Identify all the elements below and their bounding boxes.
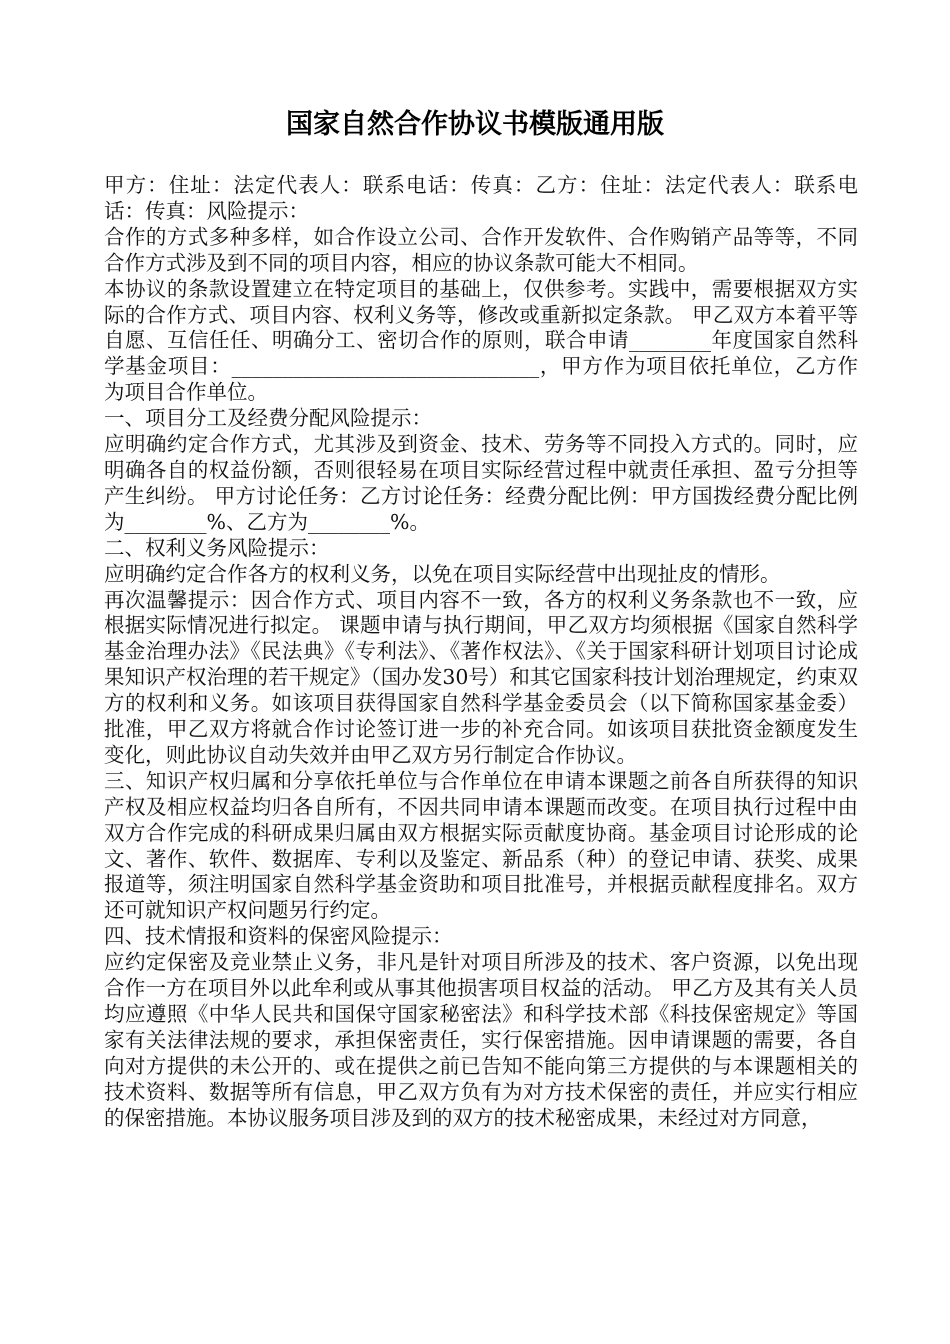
paragraph-section-2: 应明确约定合作各方的权利义务，以免在项目实际经营中出现扯皮的情形。 [104, 561, 781, 586]
paragraph-section-1: 应明确约定合作方式，尤其涉及到资金、技术、劳务等不同投入方式的。同时，应明确各自的权益份额，否则很轻易在项目实际经营过程中就责任承担、盈亏分担等产生纠纷。 甲方讨论任务：乙方讨论任务：经费分配比例：甲方国拨经费分配比例为________%、乙方为________%。 [104, 432, 858, 534]
heading-section-2: 二、权利义务风险提示： [104, 535, 330, 560]
paragraph-cooperation-methods: 合作的方式多种多样，如合作设立公司、合作开发软件、合作购销产品等等，不同合作方式涉及到不同的项目内容，相应的协议条款可能大不相同。 [104, 224, 858, 275]
paragraph-section-3: 三、知识产权归属和分享依托单位与合作单位在申请本课题之前各自所获得的知识产权及相应权益均归各自所有，不因共同申请本课题而改变。在项目执行过程中由双方合作完成的科研成果归属由双方根据实际贡献度协商。基金项目讨论形成的论文、著作、软件、数据库、专利以及鉴定、新品系（种）的登记申请、获奖、成果报道等，须注明国家自然科学基金资助和项目批准号，并根据贡献程度排名。双方还可就知识产权问题另行约定。 [104, 768, 858, 923]
paragraph-parties: 甲方：住址：法定代表人：联系电话：传真：乙方：住址：法定代表人：联系电话：传真：风险提示： [104, 173, 858, 223]
heading-section-4: 四、技术情报和资料的保密风险提示： [104, 924, 453, 949]
paragraph-reminder: 再次温馨提示：因合作方式、项目内容不一致，各方的权利义务条款也不一致，应根据实际情况进行拟定。 课题申请与执行期间，甲乙双方均须根据《国家自然科学基金治理办法》《民法典》《专利法》、《著作权法》、《关于国家科研计划项目讨论成果知识产权治理的若干规定》（国办发30号）和其它国家科技计划治理规定，约束双方的权利和义务。如该项目获得国家自然科学基金委员会（以下简称国家基金委）批准，甲乙双方将就合作讨论签订进一步的补充合同。如该项目获批资金额度发生变化，则此协议自动失效并由甲乙双方另行制定合作协议。 [104, 587, 858, 767]
paragraph-section-4: 应约定保密及竞业禁止义务，非凡是针对项目所涉及的技术、客户资源，以免出现合作一方在项目外以此牟利或从事其他损害项目权益的活动。 甲乙方及其有关人员均应遵照《中华人民共和国保守国家秘密法》和科学技术部《科技保密规定》等国家有关法律法规的要求，承担保密责任，实行保密措施。因申请课题的需要，各自向对方提供的未公开的、或在提供之前已告知不能向第三方提供的与本课题相关的技术资料、数据等所有信息，甲乙双方负有为对方技术保密的责任，并应实行相应的保密措施。本协议服务项目涉及到的双方的技术秘密成果，未经过对方同意， [104, 950, 858, 1130]
heading-section-1: 一、项目分工及经费分配风险提示： [104, 406, 432, 431]
document-body [104, 173, 858, 1132]
paragraph-agreement-basis: 本协议的条款设置建立在特定项目的基础上，仅供参考。实践中，需要根据双方实际的合作方式、项目内容、权利义务等，修改或重新拟定条款。 甲乙双方本着平等自愿、互信任任、明确分工、密切合作的原则，联合申请________年度国家自然科学基金项目：______________________________，甲方作为项目依托单位，乙方作为项目合作单位。 [104, 276, 858, 405]
document-title: 国家自然合作协议书模版通用版 [286, 109, 664, 140]
